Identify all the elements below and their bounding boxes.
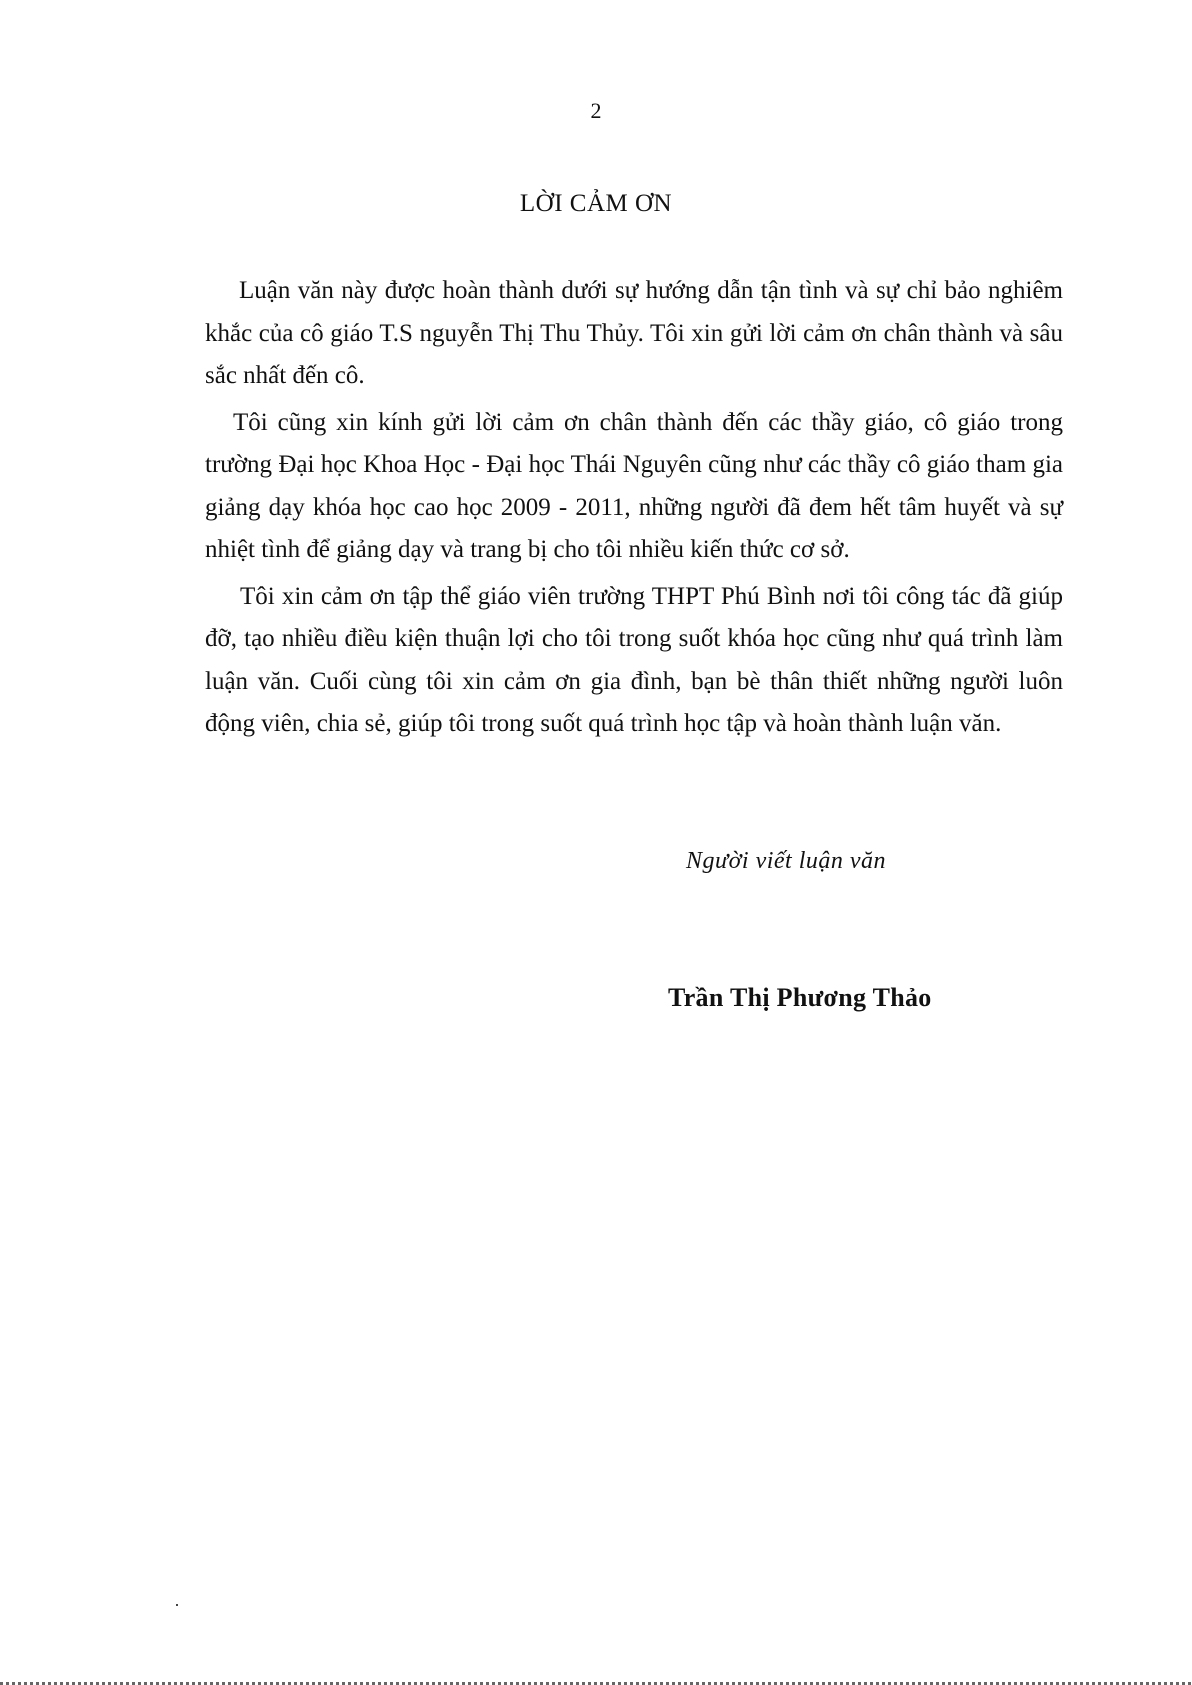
page-title: LỜI CẢM ƠN [519,190,673,217]
signature-name: Trần Thị Phương Thảo [668,983,932,1012]
page-number: 2 [590,98,602,123]
scan-artifact-dot [176,1604,178,1606]
paragraph: Luận văn này được hoàn thành dưới sự hướng dẫn tận tình và sự chỉ bảo nghiêm khắc của cô giáo T.S nguyễn Thị Thu Thủy. Tôi xin gửi lời cảm ơn chân thành và sâu sắc nhất đến cô. [205,277,1063,389]
paragraph: Tôi cũng xin kính gửi lời cảm ơn chân thành đến các thầy giáo, cô giáo trong trường Đại học Khoa Học - Đại học Thái Nguyên cũng như các thầy cô giáo tham gia giảng dạy khóa học cao học 2009 - 2011, những người đã đem hết tâm huyết và sự nhiệt tình để giảng dạy và trang bị cho tôi nhiều kiến thức cơ sở. [205,408,1063,563]
paragraph: Tôi xin cảm ơn tập thể giáo viên trường THPT Phú Bình nơi tôi công tác đã giúp đỡ, tạo nhiều điều kiện thuận lợi cho tôi trong suốt khóa học cũng như quá trình làm luận văn. Cuối cùng tôi xin cảm ơn gia đình, bạn bè thân thiết những người luôn động viên, chia sẻ, giúp tôi trong suốt quá trình học tập và hoàn thành luận văn. [205,582,1063,737]
signature-role: Người viết luận văn [686,848,887,874]
acknowledgement-body [205,270,1063,746]
